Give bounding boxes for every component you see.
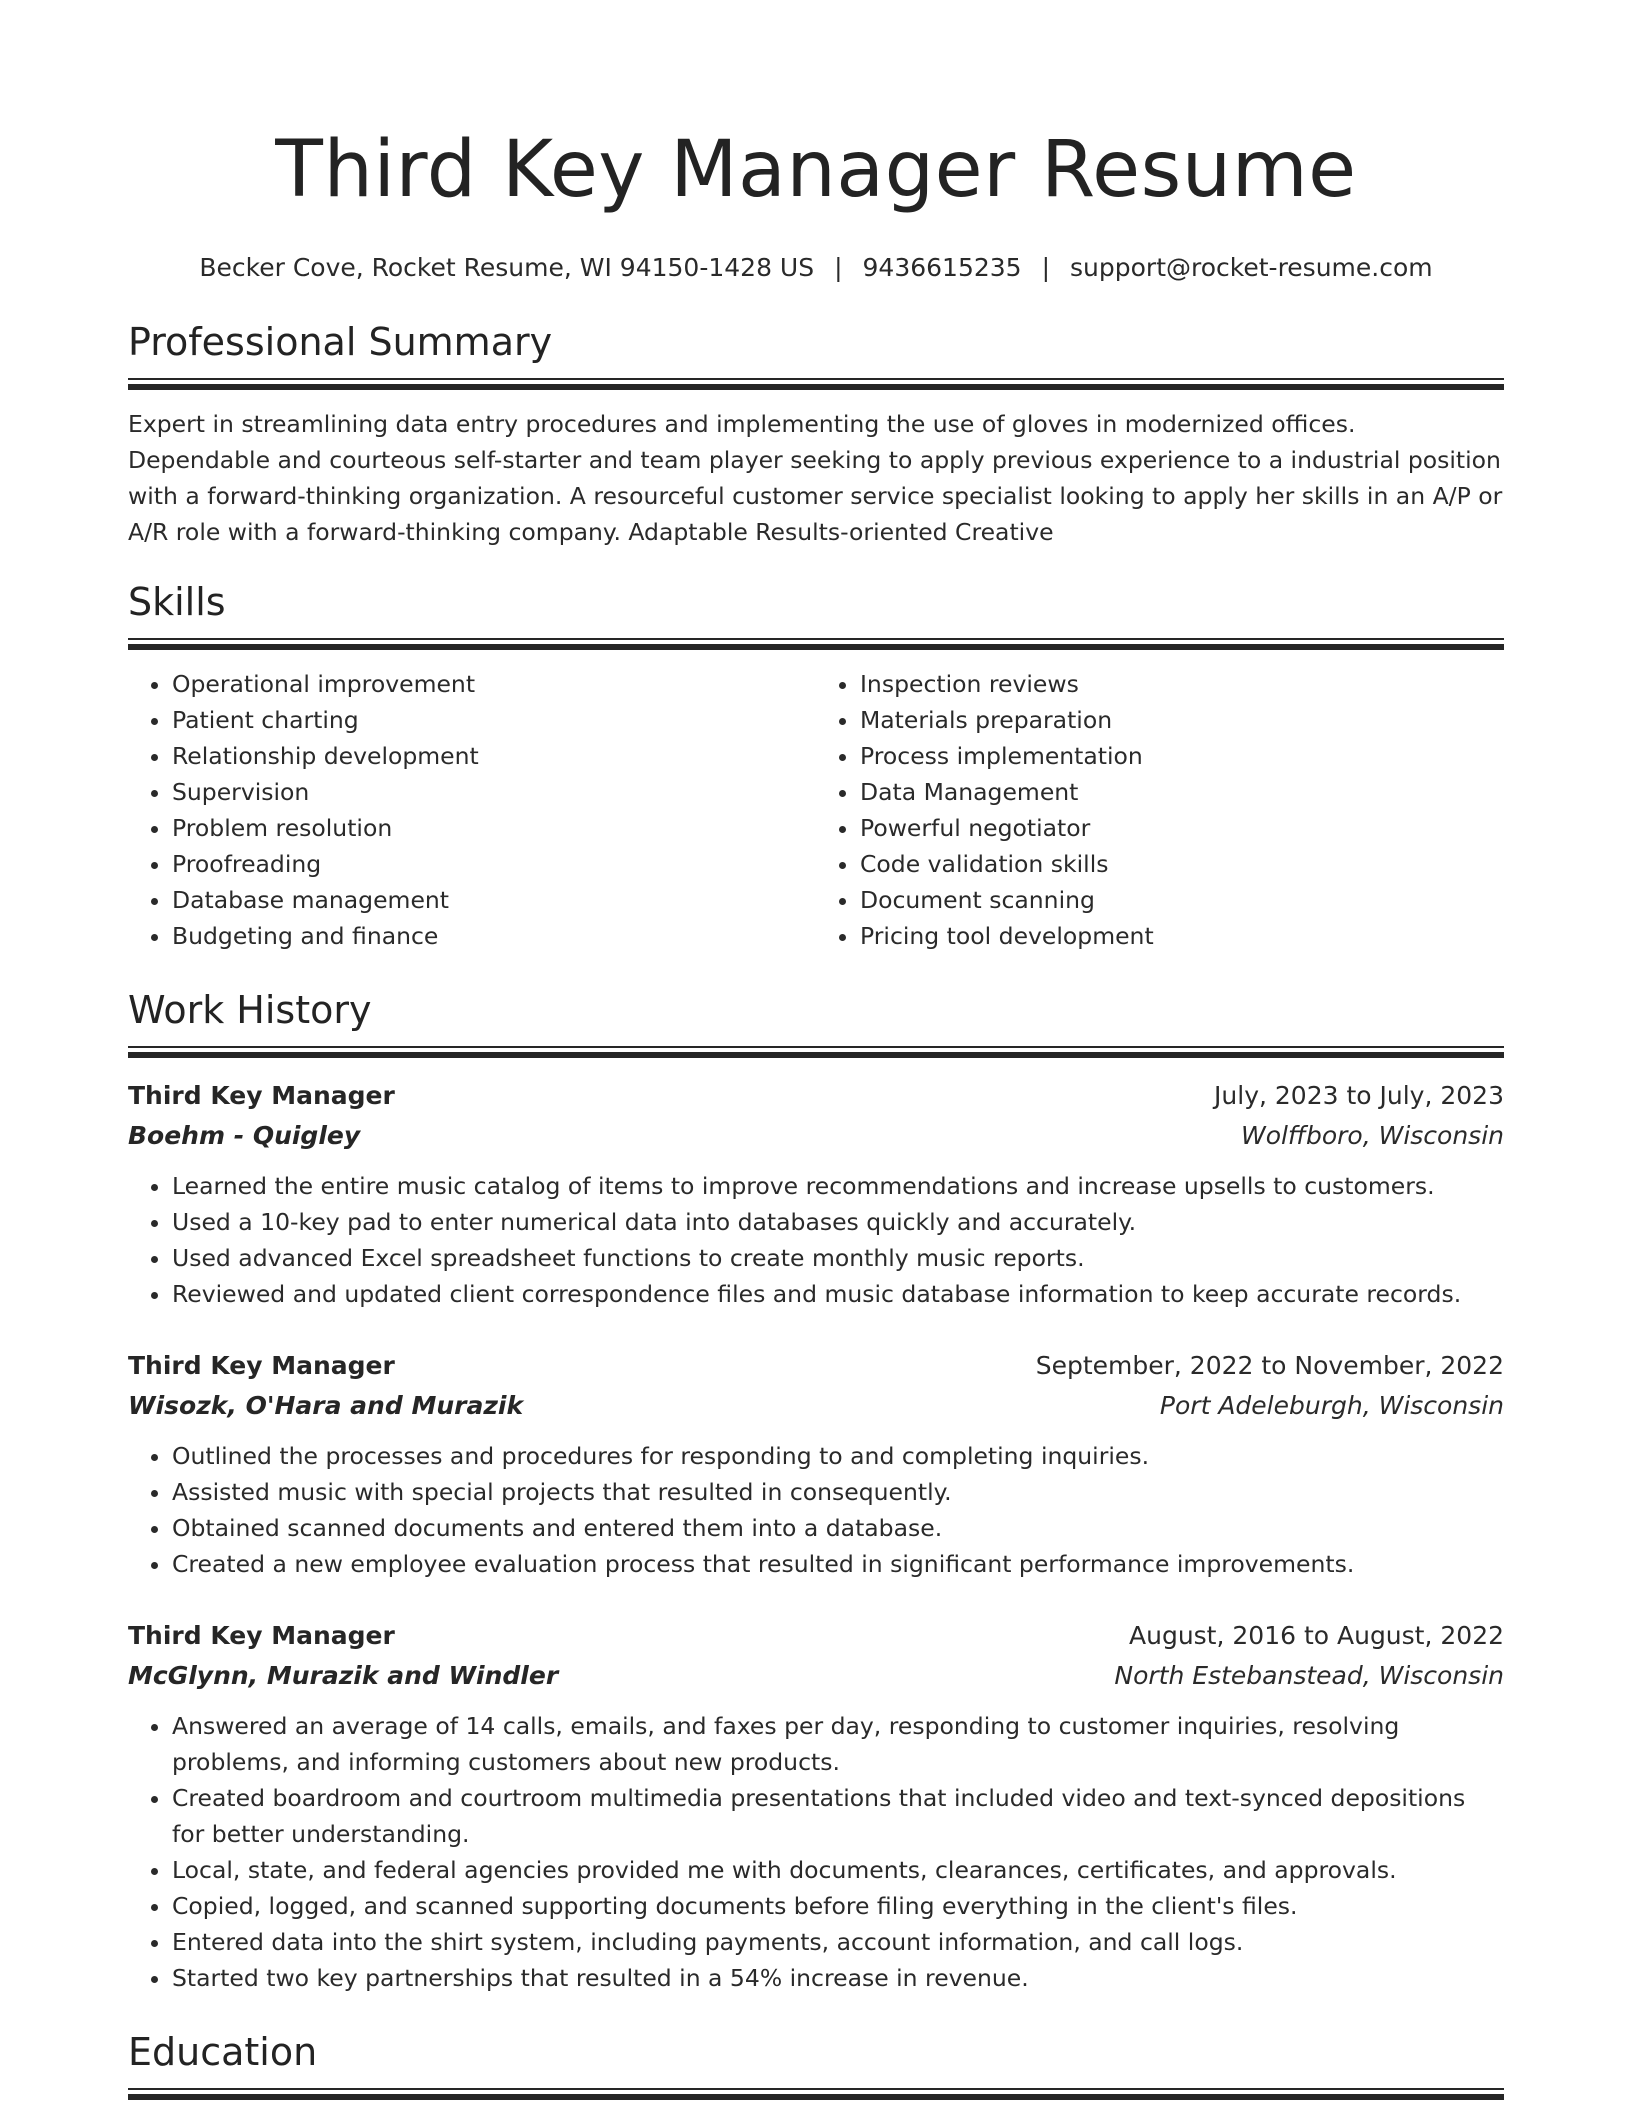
job-entry xyxy=(128,1616,1504,1996)
job-bullet: • Created a new employee evaluation process that resulted in significant performance improvements. xyxy=(172,1546,1504,1582)
job-header-row xyxy=(128,1346,1504,1386)
section-divider xyxy=(128,638,1504,650)
skill-item: • Code validation skills xyxy=(860,846,1504,882)
resume-title: Third Key Manager Resume xyxy=(275,125,1357,215)
skill-item: • Materials preparation xyxy=(860,702,1504,738)
job-company: Wisozk, O'Hara and Murazik xyxy=(128,1391,524,1420)
job-company-row xyxy=(128,1386,1504,1426)
job-entry xyxy=(128,1346,1504,1582)
skill-item: • Database management xyxy=(172,882,816,918)
job-bullet: • Copied, logged, and scanned supporting documents before filing everything in the client's files. xyxy=(172,1888,1504,1924)
skills-list-left xyxy=(128,666,816,954)
job-bullet: • Reviewed and updated client correspondence files and music database information to keep accurate records. xyxy=(172,1276,1504,1312)
job-bullet: • Used advanced Excel spreadsheet functions to create monthly music reports. xyxy=(172,1240,1504,1276)
skill-item: • Relationship development xyxy=(172,738,816,774)
professional-summary-section xyxy=(128,318,1504,550)
contact-address: Becker Cove, Rocket Resume, WI 94150-1428 US xyxy=(199,253,815,282)
skill-item: • Patient charting xyxy=(172,702,816,738)
skill-item: • Budgeting and finance xyxy=(172,918,816,954)
section-title-professional-summary: Professional Summary xyxy=(128,320,553,364)
contact-phone: 9436615235 xyxy=(862,253,1022,282)
section-divider xyxy=(128,1046,1504,1058)
job-location: North Estebanstead, Wisconsin xyxy=(1114,1661,1504,1690)
skill-item: • Proofreading xyxy=(172,846,816,882)
job-company: McGlynn, Murazik and Windler xyxy=(128,1661,559,1690)
job-bullet: • Local, state, and federal agencies provided me with documents, clearances, certificates, and approvals. xyxy=(172,1852,1504,1888)
education-section xyxy=(128,2028,1504,2100)
job-header-row xyxy=(128,1076,1504,1116)
summary-text: Expert in streamlining data entry procedures and implementing the use of gloves in modernized offices. Dependable and courteous self-starter and team player seeking to apply previous experience to a industrial position with a forward-thinking organization. A resourceful customer service specialist looking to apply her skills in an A/P or A/R role with a forward-thinking company. Adaptable Results-oriented Creative xyxy=(128,410,1503,546)
skill-item: • Process implementation xyxy=(860,738,1504,774)
work-history-section xyxy=(128,986,1504,1996)
section-title-skills: Skills xyxy=(128,580,226,624)
job-bullet: • Learned the entire music catalog of items to improve recommendations and increase upsells to customers. xyxy=(172,1168,1504,1204)
job-bullet: • Started two key partnerships that resulted in a 54% increase in revenue. xyxy=(172,1960,1504,1996)
resume-page xyxy=(128,0,1504,2100)
section-title-education: Education xyxy=(128,2030,318,2074)
contact-separator: | xyxy=(834,253,843,282)
skills-columns xyxy=(128,666,1504,954)
skill-item: • Powerful negotiator xyxy=(860,810,1504,846)
job-bullet: • Entered data into the shirt system, including payments, account information, and call logs. xyxy=(172,1924,1504,1960)
job-location: Port Adeleburgh, Wisconsin xyxy=(1159,1391,1504,1420)
skill-item: • Problem resolution xyxy=(172,810,816,846)
contact-email: support@rocket-resume.com xyxy=(1070,253,1433,282)
skill-item: • Inspection reviews xyxy=(860,666,1504,702)
skills-list-right xyxy=(816,666,1504,954)
section-divider xyxy=(128,2088,1504,2100)
job-company-row xyxy=(128,1116,1504,1156)
skill-item: • Pricing tool development xyxy=(860,918,1504,954)
job-bullets xyxy=(128,1438,1504,1582)
job-company: Boehm - Quigley xyxy=(128,1121,361,1150)
job-bullets xyxy=(128,1168,1504,1312)
job-bullets xyxy=(128,1708,1504,1996)
job-dates: September, 2022 to November, 2022 xyxy=(1035,1351,1504,1380)
section-divider xyxy=(128,378,1504,390)
skill-item: • Operational improvement xyxy=(172,666,816,702)
skill-item: • Document scanning xyxy=(860,882,1504,918)
job-location: Wolffboro, Wisconsin xyxy=(1240,1121,1504,1150)
contact-separator: | xyxy=(1041,253,1051,282)
job-bullet: • Used a 10-key pad to enter numerical data into databases quickly and accurately. xyxy=(172,1204,1504,1240)
job-header-row xyxy=(128,1616,1504,1656)
skill-item: • Data Management xyxy=(860,774,1504,810)
job-dates: July, 2023 to July, 2023 xyxy=(1214,1081,1504,1110)
skill-item: • Supervision xyxy=(172,774,816,810)
job-title: Third Key Manager xyxy=(128,1081,395,1110)
job-bullet: • Outlined the processes and procedures for responding to and completing inquiries. xyxy=(172,1438,1504,1474)
job-title: Third Key Manager xyxy=(128,1621,395,1650)
job-title: Third Key Manager xyxy=(128,1351,395,1380)
job-entry xyxy=(128,1076,1504,1312)
job-bullet: • Obtained scanned documents and entered them into a database. xyxy=(172,1510,1504,1546)
job-bullet: • Created boardroom and courtroom multimedia presentations that included video and text-synced depositions for better understanding. xyxy=(172,1780,1504,1852)
section-title-work-history: Work History xyxy=(128,988,372,1032)
job-company-row xyxy=(128,1656,1504,1696)
contact-line xyxy=(128,252,1504,284)
job-dates: August, 2016 to August, 2022 xyxy=(1129,1621,1504,1650)
job-bullet: • Answered an average of 14 calls, emails, and faxes per day, responding to customer inquiries, resolving problems, and informing customers about new products. xyxy=(172,1708,1504,1780)
skills-section xyxy=(128,578,1504,954)
job-bullet: • Assisted music with special projects that resulted in consequently. xyxy=(172,1474,1504,1510)
